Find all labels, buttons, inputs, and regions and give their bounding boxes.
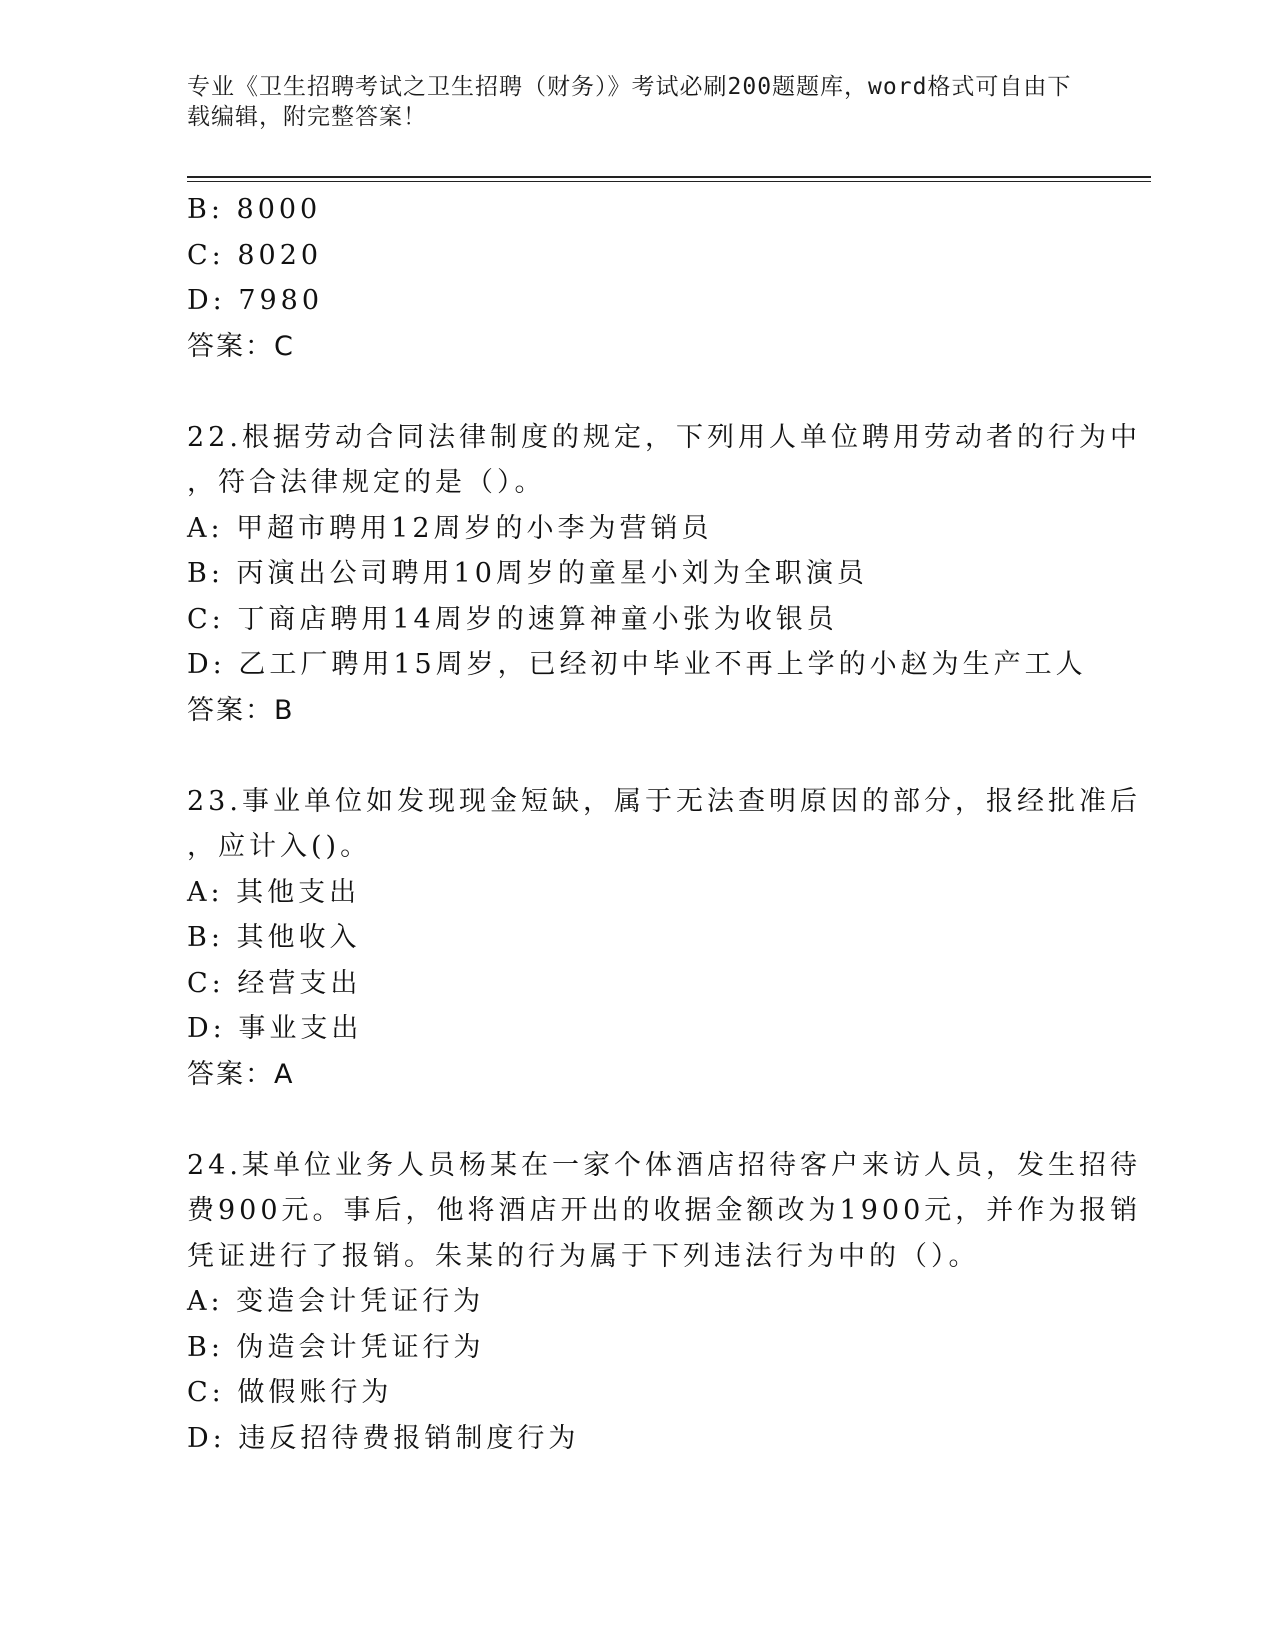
answer-line: 答案：A [187,1058,295,1090]
option-c: C: 做假账行为 [187,1377,393,1408]
spacer [187,369,1087,415]
option-a: A: 变造会计凭证行为 [187,1286,485,1317]
option-a: A: 甲超市聘用12周岁的小李为营销员 [187,512,713,544]
question-22 [187,415,1141,734]
spacer [187,733,1087,779]
page-header: 专业《卫生招聘考试之卫生招聘（财务）》考试必刷200题题库，word格式可自由下载编辑，附完整答案！ [187,74,1072,130]
answer-line: 答案：C [187,330,295,362]
question-stem-line: 费900元。事后，他将酒店开出的收据金额改为1900元，并作为报销 [187,1195,1142,1226]
option-a: A: 其他支出 [187,876,361,908]
question-stem-line: 23.事业单位如发现现金短缺，属于无法查明原因的部分，报经批准后 [187,785,1141,817]
option-b: B: 丙演出公司聘用10周岁的童星小刘为全职演员 [187,558,868,589]
question-list [187,187,1142,1461]
option-d: D: 事业支出 [187,1013,363,1044]
question-stem-line: 凭证进行了报销。朱某的行为属于下列违法行为中的（）。 [187,1240,980,1272]
option-c: C: 丁商店聘用14周岁的速算神童小张为收银员 [187,603,838,635]
header-divider-thick [187,176,1151,178]
option-c: C: 8020 [187,239,323,271]
header-divider-thin [187,181,1151,182]
option-b: B: 8000 [187,194,322,225]
option-b: B: 伪造会计凭证行为 [187,1331,485,1363]
option-c: C: 经营支出 [187,967,362,999]
option-d: D: 乙工厂聘用15周岁，已经初中毕业不再上学的小赵为生产工人 [187,649,1087,680]
option-b: B: 其他收入 [187,922,361,953]
spacer [187,1097,1087,1143]
question-stem-line: 22.根据劳动合同法律制度的规定，下列用人单位聘用劳动者的行为中 [187,421,1141,453]
option-d: D: 7980 [187,285,324,316]
question-stem-line: ，应计入()。 [187,831,372,862]
question-23 [187,779,1141,1098]
answer-line: 答案：B [187,694,295,726]
prev-question-block [187,187,1087,369]
option-d: D: 违反招待费报销制度行为 [187,1422,580,1454]
question-stem-line: ，符合法律规定的是（）。 [187,467,546,498]
question-stem-line: 24.某单位业务人员杨某在一家个体酒店招待客户来访人员，发生招待 [187,1149,1141,1181]
question-24 [187,1143,1142,1462]
